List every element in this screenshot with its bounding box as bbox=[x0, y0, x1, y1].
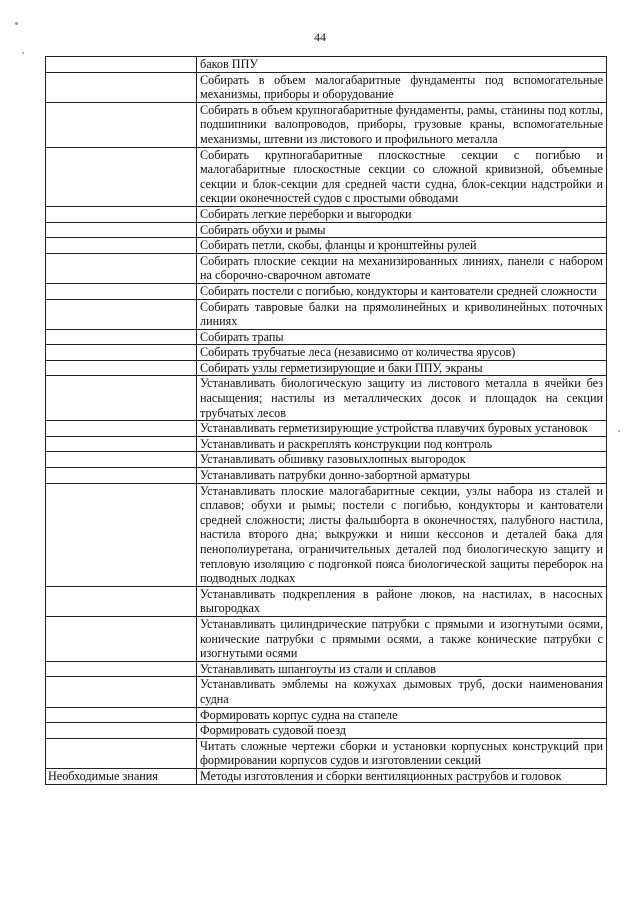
table-row bbox=[46, 102, 607, 147]
row-label-cell bbox=[46, 329, 197, 345]
table-row bbox=[46, 238, 607, 254]
table-row bbox=[46, 723, 607, 739]
row-content-cell: Собирать петли, скобы, фланцы и кронштейны рулей bbox=[197, 238, 607, 254]
row-label-cell bbox=[46, 452, 197, 468]
row-content-cell: Устанавливать цилиндрические патрубки с прямыми и изогнутыми осями, конические патрубки с прямыми осями, а также конические патрубки с изогнутыми осями bbox=[197, 616, 607, 661]
row-content-cell: Формировать корпус судна на стапеле bbox=[197, 707, 607, 723]
row-content-cell: Устанавливать шпангоуты из стали и сплавов bbox=[197, 661, 607, 677]
row-content-cell: Собирать в объем малогабаритные фундаменты под вспомогательные механизмы, приборы и оборудование bbox=[197, 72, 607, 102]
table-row bbox=[46, 253, 607, 283]
row-label-cell bbox=[46, 661, 197, 677]
table-row bbox=[46, 452, 607, 468]
row-label-cell bbox=[46, 299, 197, 329]
row-content-cell: Собирать легкие переборки и выгородки bbox=[197, 206, 607, 222]
row-label-cell bbox=[46, 57, 197, 73]
row-label-cell bbox=[46, 707, 197, 723]
row-label-cell bbox=[46, 586, 197, 616]
row-label-cell bbox=[46, 421, 197, 437]
row-label-cell bbox=[46, 723, 197, 739]
table-row bbox=[46, 147, 607, 206]
row-label-cell bbox=[46, 283, 197, 299]
row-label-cell bbox=[46, 483, 197, 586]
row-content-cell: Собирать плоские секции на механизированных линиях, панели с набором на сборочно-сварочном автомате bbox=[197, 253, 607, 283]
scan-speck bbox=[15, 22, 18, 25]
table-row bbox=[46, 738, 607, 768]
row-content-cell: Собирать тавровые балки на прямолинейных и криволинейных поточных линиях bbox=[197, 299, 607, 329]
table-row bbox=[46, 661, 607, 677]
row-label-cell bbox=[46, 616, 197, 661]
row-content-cell: Устанавливать биологическую защиту из листового металла в ячейки без насыщения; настилы из металлических досок и площадок на секции трубчатых лесов bbox=[197, 376, 607, 421]
row-content-cell: Собирать крупногабаритные плоскостные секции с погибью и малогабаритные плоскостные секции со сложной кривизной, объемные секции и блок-секции для средней части судна, блок-секции надстройки и секции оконечностей судов с простыми обводами bbox=[197, 147, 607, 206]
row-label-cell bbox=[46, 677, 197, 707]
row-content-cell: Устанавливать обшивку газовыхлопных выгородок bbox=[197, 452, 607, 468]
table-row bbox=[46, 586, 607, 616]
row-label-cell bbox=[46, 147, 197, 206]
row-content-cell: Формировать судовой поезд bbox=[197, 723, 607, 739]
row-label-cell bbox=[46, 102, 197, 147]
table-row bbox=[46, 283, 607, 299]
table-row bbox=[46, 222, 607, 238]
row-content-cell: Собирать обухи и рымы bbox=[197, 222, 607, 238]
scan-speck bbox=[618, 430, 620, 432]
table-row bbox=[46, 421, 607, 437]
row-content-cell: Собирать трубчатые леса (независимо от количества ярусов) bbox=[197, 345, 607, 361]
table-row bbox=[46, 329, 607, 345]
table-row bbox=[46, 436, 607, 452]
table-row bbox=[46, 299, 607, 329]
table-row bbox=[46, 72, 607, 102]
row-content-cell: Устанавливать герметизирующие устройства плавучих буровых установок bbox=[197, 421, 607, 437]
table-row bbox=[46, 206, 607, 222]
page-number: 44 bbox=[314, 30, 326, 44]
row-content-cell: Собирать в объем крупногабаритные фундаменты, рамы, станины под котлы, подшипники валопроводов, приборы, грузовые краны, вспомогательные механизмы, штевни из листового и профильного металла bbox=[197, 102, 607, 147]
scan-speck bbox=[22, 52, 24, 54]
row-label-cell bbox=[46, 206, 197, 222]
row-content-cell: баков ППУ bbox=[197, 57, 607, 73]
table-row bbox=[46, 376, 607, 421]
row-label-cell bbox=[46, 222, 197, 238]
competency-table bbox=[45, 56, 607, 785]
row-content-cell: Читать сложные чертежи сборки и установки корпусных конструкций при формировании корпусов судов и изготовлении секций bbox=[197, 738, 607, 768]
row-label-cell bbox=[46, 436, 197, 452]
row-content-cell: Устанавливать эмблемы на кожухах дымовых труб, доски наименования судна bbox=[197, 677, 607, 707]
row-content-cell: Устанавливать и раскреплять конструкции под контроль bbox=[197, 436, 607, 452]
table-row bbox=[46, 468, 607, 484]
table-row bbox=[46, 345, 607, 361]
table-row bbox=[46, 768, 607, 784]
table-row bbox=[46, 677, 607, 707]
row-content-cell: Собирать узлы герметизирующие и баки ППУ, экраны bbox=[197, 360, 607, 376]
table-row bbox=[46, 707, 607, 723]
row-label-cell bbox=[46, 253, 197, 283]
table-row bbox=[46, 616, 607, 661]
row-content-cell: Устанавливать подкрепления в районе люков, на настилах, в насосных выгородках bbox=[197, 586, 607, 616]
row-label-cell bbox=[46, 468, 197, 484]
row-content-cell: Устанавливать патрубки донно-забортной арматуры bbox=[197, 468, 607, 484]
row-label-cell bbox=[46, 238, 197, 254]
row-label-cell bbox=[46, 345, 197, 361]
row-content-cell: Устанавливать плоские малогабаритные секции, узлы набора из сталей и сплавов; обухи и рымы; постели с погибью, кондукторы и кантователи средней сложности; листы фальшборта в оконечностях, палубного настила, настила второго дна; выкружки и ниши кессонов и деталей бака для пенополиуретана, ограничительных деталей под биологическую защиту и тепловую изоляцию с подгонкой пояса биологической защиты переборок на подводных лодках bbox=[197, 483, 607, 586]
table-row bbox=[46, 57, 607, 73]
row-content-cell: Собирать трапы bbox=[197, 329, 607, 345]
row-content-cell: Методы изготовления и сборки вентиляционных раструбов и головок bbox=[197, 768, 607, 784]
row-label-cell bbox=[46, 360, 197, 376]
row-label-cell bbox=[46, 738, 197, 768]
table-row bbox=[46, 483, 607, 586]
row-label-cell bbox=[46, 72, 197, 102]
row-label-cell bbox=[46, 376, 197, 421]
row-label-cell: Необходимые знания bbox=[46, 768, 197, 784]
row-content-cell: Собирать постели с погибью, кондукторы и кантователи средней сложности bbox=[197, 283, 607, 299]
table-row bbox=[46, 360, 607, 376]
